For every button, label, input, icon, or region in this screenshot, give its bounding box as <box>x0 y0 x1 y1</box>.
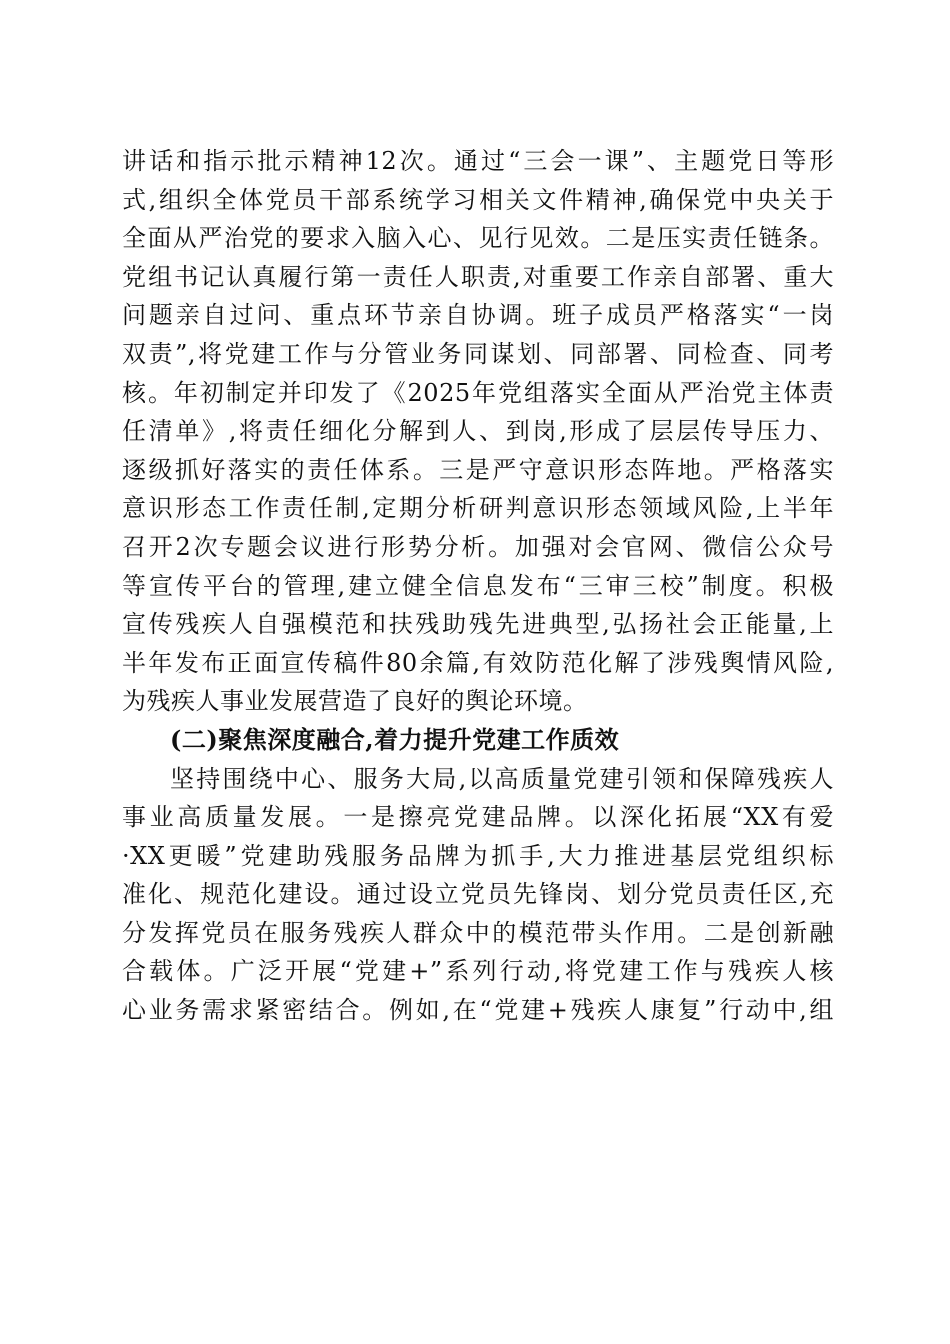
paragraph-line: 任清单》,将责任细化分解到人、到岗,形成了层层传导压力、 <box>122 417 834 446</box>
paragraph-line: 分发挥党员在服务残疾人群众中的模范带头作用。二是创新融 <box>122 918 834 947</box>
paragraph-line: 事业高质量发展。一是擦亮党建品牌。以深化拓展“XX有爱 <box>122 803 834 832</box>
paragraph-line: 全面从严治党的要求入脑入心、见行见效。二是压实责任链条。 <box>122 224 834 253</box>
paragraph-line: 问题亲自过问、重点环节亲自协调。班子成员严格落实“一岗 <box>122 301 834 330</box>
section-heading: (二)聚焦深度融合,着力提升党建工作质效 <box>170 724 620 754</box>
paragraph-line: 讲话和指示批示精神12次。通过“三会一课”、主题党日等形 <box>122 147 834 175</box>
paragraph-line: ·XX更暖”党建助残服务品牌为抓手,大力推进基层党组织标 <box>122 841 834 870</box>
paragraph-line: 合载体。广泛开展“党建+”系列行动,将党建工作与残疾人核 <box>122 957 834 986</box>
paragraph-line: 半年发布正面宣传稿件80余篇,有效防范化解了涉残舆情风险, <box>122 648 834 677</box>
paragraph-line: 意识形态工作责任制,定期分析研判意识形态领域风险,上半年 <box>122 494 834 523</box>
paragraph-line: 宣传残疾人自强模范和扶残助残先进典型,弘扬社会正能量,上 <box>122 610 834 639</box>
paragraph-line: 核。年初制定并印发了《2025年党组落实全面从严治党主体责 <box>122 378 834 407</box>
paragraph-line: 双责”,将党建工作与分管业务同谋划、同部署、同检查、同考 <box>122 339 834 368</box>
paragraph-line: 式,组织全体党员干部系统学习相关文件精神,确保党中央关于 <box>122 185 834 214</box>
paragraph-line: 等宣传平台的管理,建立健全信息发布“三审三校”制度。积极 <box>122 571 834 600</box>
paragraph-line: 召开2次专题会议进行形势分析。加强对会官网、微信公众号 <box>122 532 834 561</box>
paragraph-line: 准化、规范化建设。通过设立党员先锋岗、划分党员责任区,充 <box>122 880 834 909</box>
paragraph-line: 逐级抓好落实的责任体系。三是严守意识形态阵地。严格落实 <box>122 455 834 484</box>
document-body <box>122 142 834 1030</box>
paragraph-line: 党组书记认真履行第一责任人职责,对重要工作亲自部署、重大 <box>122 262 834 291</box>
paragraph-line: 心业务需求紧密结合。例如,在“党建+残疾人康复”行动中,组 <box>122 996 834 1025</box>
paragraph-line: 为残疾人事业发展营造了良好的舆论环境。 <box>122 687 588 716</box>
paragraph-line: 坚持围绕中心、服务大局,以高质量党建引领和保障残疾人 <box>170 764 834 793</box>
